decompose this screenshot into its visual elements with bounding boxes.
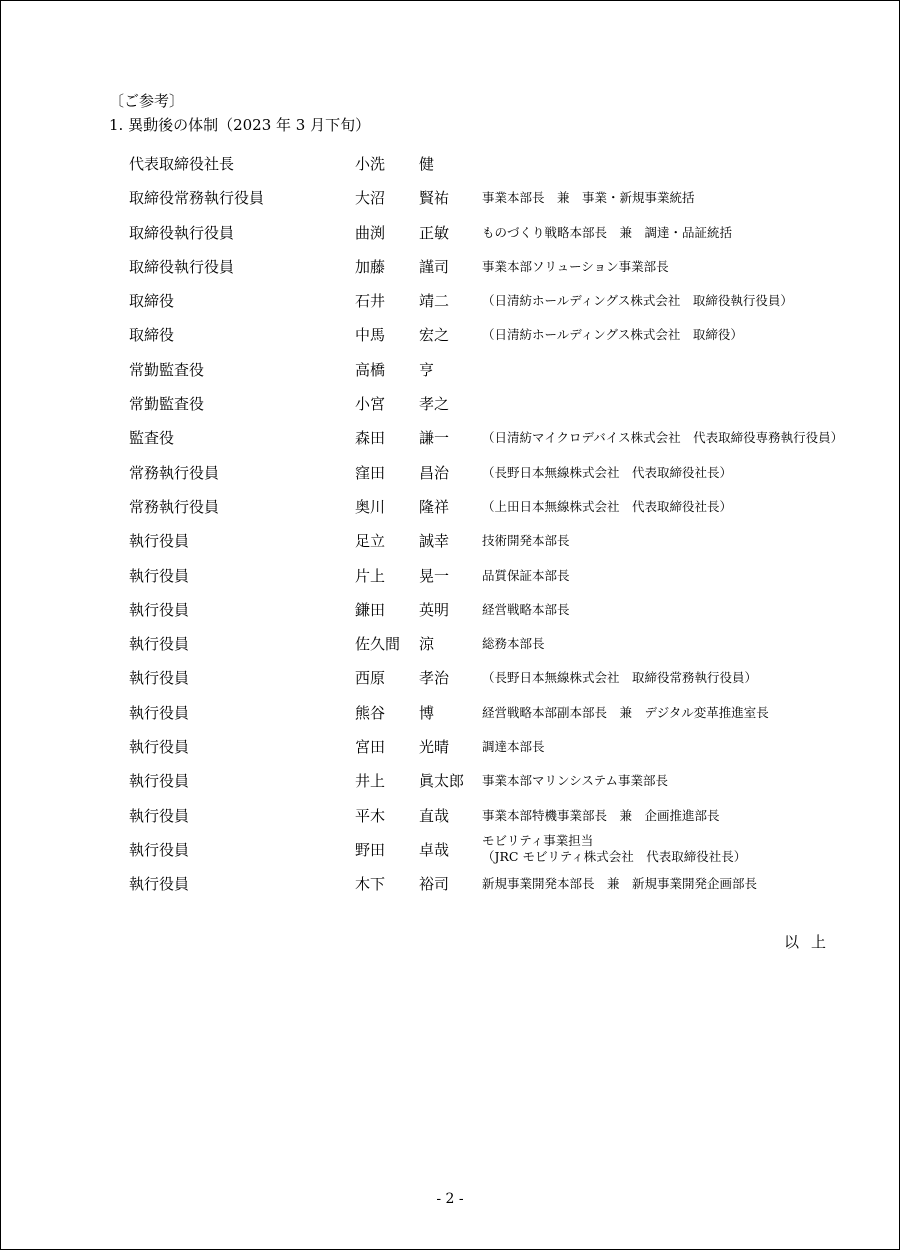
- roster-row: [1, 318, 899, 352]
- roster-row: [1, 627, 899, 661]
- officer-surname: 窪田: [355, 463, 386, 482]
- officer-note: （日清紡ホールディングス株式会社 取締役）: [482, 327, 743, 343]
- officer-note: 新規事業開発本部長 兼 新規事業開発企画部長: [482, 876, 758, 892]
- officer-surname: 石井: [355, 292, 386, 311]
- officer-role: 取締役: [129, 292, 175, 311]
- roster-row: [1, 593, 899, 627]
- officer-role: 代表取締役社長: [129, 155, 235, 173]
- officer-surname: 木下: [355, 875, 386, 894]
- officer-surname: 佐久間: [355, 635, 401, 654]
- officer-role: 執行役員: [129, 566, 190, 585]
- roster-row: [1, 833, 899, 867]
- officer-role: 執行役員: [129, 532, 190, 551]
- roster-row: [1, 216, 899, 250]
- roster-row: [1, 387, 899, 421]
- roster-row: [1, 421, 899, 455]
- roster-row: [1, 524, 899, 558]
- officer-surname: 奥川: [355, 497, 386, 516]
- officer-given-name: 謙一: [419, 429, 450, 448]
- officer-given-name: 宏之: [419, 326, 450, 345]
- officer-surname: 鎌田: [355, 600, 386, 619]
- roster-row: [1, 730, 899, 764]
- officer-note: 技術開発本部長: [482, 533, 570, 549]
- roster-row: [1, 456, 899, 490]
- page-number: - 2 -: [436, 1191, 464, 1207]
- officer-note: ものづくり戦略本部長 兼 調達・品証統括: [482, 224, 733, 240]
- officer-note: （長野日本無線株式会社 取締役常務執行役員）: [482, 670, 758, 686]
- officer-given-name: 靖二: [419, 292, 450, 311]
- officer-surname: 井上: [355, 772, 386, 791]
- officer-given-name: 昌治: [419, 463, 450, 482]
- officer-note: 事業本部特機事業部長 兼 企画推進部長: [482, 807, 720, 823]
- officer-role: 取締役執行役員: [129, 223, 235, 242]
- officer-surname: 片上: [355, 566, 386, 585]
- officer-role: 執行役員: [129, 600, 190, 619]
- roster-row: [1, 799, 899, 833]
- officer-given-name: 涼: [419, 635, 435, 654]
- officer-note-line: （JRC モビリティ株式会社 代表取締役社長）: [482, 848, 747, 864]
- officer-note-line: モビリティ事業担当: [482, 832, 594, 848]
- officer-note: 品質保証本部長: [482, 567, 570, 583]
- officer-role: 執行役員: [129, 772, 190, 791]
- roster-row: [1, 250, 899, 284]
- officer-surname: 野田: [355, 840, 386, 859]
- section-title: 1. 異動後の体制（2023 年 3 月下旬）: [109, 116, 371, 134]
- officer-given-name: 孝之: [419, 395, 450, 414]
- officer-surname: 曲渕: [355, 223, 386, 242]
- officer-surname: 小洗: [355, 155, 386, 173]
- officer-given-name: 孝治: [419, 669, 450, 688]
- officer-note: （上田日本無線株式会社 代表取締役社長）: [482, 498, 733, 514]
- officer-given-name: 健: [419, 155, 435, 173]
- officer-note: 事業本部マリンシステム事業部長: [482, 773, 668, 789]
- officer-surname: 森田: [355, 429, 386, 448]
- roster-row: [1, 696, 899, 730]
- officer-surname: 小宮: [355, 395, 386, 414]
- roster-row: [1, 559, 899, 593]
- officer-note: 経営戦略本部副本部長 兼 デジタル変革推進室長: [482, 704, 769, 720]
- officer-role: 取締役: [129, 326, 175, 345]
- officer-surname: 大沼: [355, 189, 386, 208]
- roster-row: [1, 764, 899, 798]
- officer-note: 経営戦略本部長: [482, 601, 570, 617]
- officer-given-name: 光晴: [419, 738, 450, 757]
- reference-label: 〔ご参考〕: [109, 92, 185, 110]
- officer-role: 常務執行役員: [129, 497, 220, 516]
- officer-surname: 足立: [355, 532, 386, 551]
- officer-given-name: 卓哉: [419, 840, 450, 859]
- officer-note: （日清紡マイクロデバイス株式会社 代表取締役専務執行役員）: [482, 430, 844, 446]
- roster-row: [1, 147, 899, 181]
- officer-role: 執行役員: [129, 703, 190, 722]
- officer-given-name: 誠幸: [419, 532, 450, 551]
- officer-given-name: 直哉: [419, 806, 450, 825]
- officer-surname: 高橋: [355, 360, 386, 379]
- officer-surname: 加藤: [355, 257, 386, 276]
- officer-role: 執行役員: [129, 738, 190, 757]
- roster-row: [1, 490, 899, 524]
- closing-remark: 以上: [784, 933, 839, 951]
- roster-row: [1, 353, 899, 387]
- officer-note: （日清紡ホールディングス株式会社 取締役執行役員）: [482, 293, 793, 309]
- officer-surname: 熊谷: [355, 703, 386, 722]
- officer-role: 取締役執行役員: [129, 257, 235, 276]
- officer-surname: 中馬: [355, 326, 386, 345]
- officer-surname: 宮田: [355, 738, 386, 757]
- officer-surname: 平木: [355, 806, 386, 825]
- officer-note: 調達本部長: [482, 739, 545, 755]
- officer-note: （長野日本無線株式会社 代表取締役社長）: [482, 464, 733, 480]
- officer-note: 事業本部長 兼 事業・新規事業統括: [482, 190, 695, 206]
- officer-role: 常勤監査役: [129, 395, 205, 414]
- officer-given-name: 賢祐: [419, 189, 450, 208]
- officer-given-name: 英明: [419, 600, 450, 619]
- officer-role: 常務執行役員: [129, 463, 220, 482]
- officer-given-name: 正敏: [419, 223, 450, 242]
- officer-given-name: 裕司: [419, 875, 450, 894]
- officer-role: 監査役: [129, 429, 175, 448]
- officer-note: [482, 833, 746, 865]
- roster-row: [1, 284, 899, 318]
- officer-role: 執行役員: [129, 635, 190, 654]
- officer-given-name: 謹司: [419, 257, 450, 276]
- officer-roster: [1, 147, 899, 902]
- officer-given-name: 博: [419, 703, 435, 722]
- roster-row: [1, 181, 899, 215]
- officer-role: 取締役常務執行役員: [129, 189, 265, 208]
- officer-surname: 西原: [355, 669, 386, 688]
- officer-given-name: 亨: [419, 360, 435, 379]
- officer-note: 総務本部長: [482, 636, 545, 652]
- officer-role: 常勤監査役: [129, 360, 205, 379]
- officer-given-name: 隆祥: [419, 497, 450, 516]
- officer-role: 執行役員: [129, 840, 190, 859]
- officer-note: 事業本部ソリューション事業部長: [482, 258, 669, 274]
- officer-role: 執行役員: [129, 806, 190, 825]
- officer-given-name: 晃一: [419, 566, 450, 585]
- roster-row: [1, 661, 899, 695]
- officer-given-name: 眞太郎: [419, 772, 465, 791]
- roster-row: [1, 867, 899, 901]
- officer-role: 執行役員: [129, 875, 190, 894]
- officer-role: 執行役員: [129, 669, 190, 688]
